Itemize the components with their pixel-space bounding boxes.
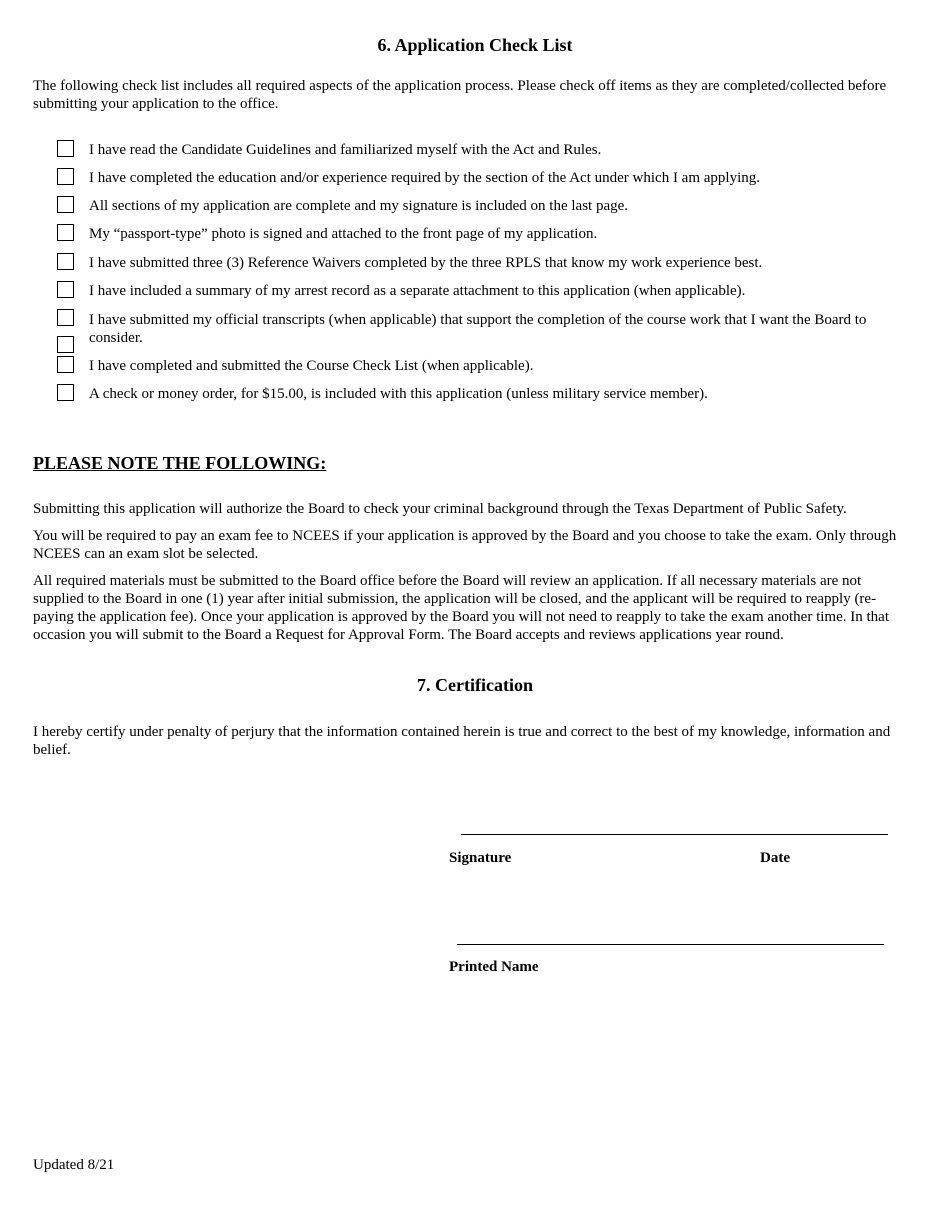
checklist-checkbox-1[interactable] <box>57 140 74 157</box>
checklist-checkbox-7[interactable] <box>57 309 74 326</box>
date-label: Date <box>760 850 790 866</box>
certification-statement: I hereby certify under penalty of perjury that the information contained herein is true and correct to the best of my knowledge, information and belief. <box>33 724 891 758</box>
checklist-checkbox-7b[interactable] <box>57 336 74 353</box>
checklist-item-label: I have included a summary of my arrest record as a separate attachment to this application (when applicable). <box>89 283 746 299</box>
checklist-item-label: I have read the Candidate Guidelines and familiarized myself with the Act and Rules. <box>89 142 602 158</box>
notes-paragraph-2: You will be required to pay an exam fee to NCEES if your application is approved by the Board and you choose to take the exam. Only through NCEES can an exam slot be selected. <box>33 528 897 562</box>
notes-paragraph-1: Submitting this application will authorize the Board to check your criminal background through the Texas Department of Public Safety. <box>33 501 847 517</box>
signature-date-line[interactable] <box>461 834 888 835</box>
checklist-item-label: A check or money order, for $15.00, is included with this application (unless military service member). <box>89 386 708 402</box>
checklist-checkbox-5[interactable] <box>57 253 74 270</box>
updated-date: Updated 8/21 <box>33 1157 115 1173</box>
checklist-heading: 6. Application Check List <box>377 35 573 55</box>
checklist-item-label: I have submitted my official transcripts (when applicable) that support the completion of the course work that I want the Board to consider. <box>89 312 867 346</box>
checklist-item-label: I have submitted three (3) Reference Waivers completed by the three RPLS that know my work experience best. <box>89 255 763 271</box>
checklist-item-label: My “passport-type” photo is signed and attached to the front page of my application. <box>89 226 598 242</box>
checklist-checkbox-3[interactable] <box>57 196 74 213</box>
certification-heading: 7. Certification <box>417 675 533 695</box>
signature-label: Signature <box>449 850 512 866</box>
checklist-checkbox-2[interactable] <box>57 168 74 185</box>
checklist-intro: The following check list includes all required aspects of the application process. Please check off items as they are completed/collected before submitting your application to the office. <box>33 78 887 112</box>
printed-name-line[interactable] <box>457 944 884 945</box>
checklist-checkbox-9[interactable] <box>57 384 74 401</box>
checklist-checkbox-6[interactable] <box>57 281 74 298</box>
checklist-checkbox-8[interactable] <box>57 356 74 373</box>
notes-heading: PLEASE NOTE THE FOLLOWING: <box>33 453 327 473</box>
checklist-item-label: I have completed the education and/or experience required by the section of the Act under which I am applying. <box>89 170 761 186</box>
checklist-item-label: I have completed and submitted the Course Check List (when applicable). <box>89 358 534 374</box>
printed-name-label: Printed Name <box>449 959 539 975</box>
checklist-item-label: All sections of my application are complete and my signature is included on the last page. <box>89 198 629 214</box>
notes-paragraph-3: All required materials must be submitted to the Board office before the Board will review an application. If all necessary materials are not supplied to the Board in one (1) year after initial submission, the application will be closed, and the applicant will be required to reapply (re-paying the application fee). Once your application is approved by the Board you will not need to reapply to take the exam another time. In that occasion you will submit to the Board a Request for Approval Form. The Board accepts and reviews applications year round. <box>33 573 889 643</box>
checklist-checkbox-4[interactable] <box>57 224 74 241</box>
